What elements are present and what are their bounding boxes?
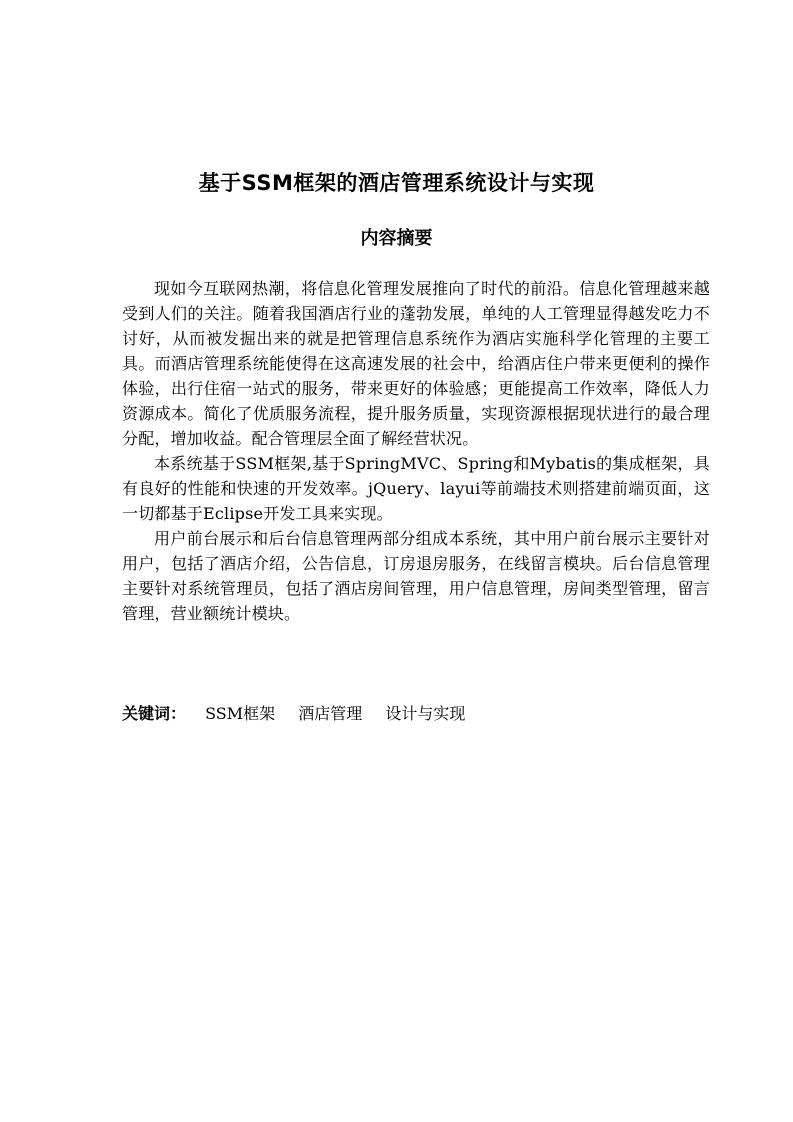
keyword: SSM框架 bbox=[205, 704, 276, 723]
keywords-label: 关键词： bbox=[122, 704, 187, 723]
abstract-paragraph: 本系统基于SSM框架,基于SpringMVC、Spring和Mybatis的集成框架，具有良好的性能和快速的开发效率。jQuery、layui等前端技术则搭建前端页面，这一切都基于Eclipse开发工具来实现。 bbox=[122, 454, 710, 523]
abstract-paragraph: 用户前台展示和后台信息管理两部分组成本系统，其中用户前台展示主要针对用户，包括了酒店介绍，公告信息，订房退房服务，在线留言模块。后台信息管理主要针对系统管理员，包括了酒店房间管理，用户信息管理，房间类型管理，留言管理，营业额统计模块。 bbox=[122, 529, 710, 623]
abstract-heading: 内容摘要 bbox=[360, 228, 433, 249]
keyword: 酒店管理 bbox=[298, 704, 363, 723]
abstract-body bbox=[122, 276, 710, 626]
abstract-paragraph: 现如今互联网热潮，将信息化管理发展推向了时代的前沿。信息化管理越来越受到人们的关注。随着我国酒店行业的蓬勃发展，单纯的人工管理显得越发吃力不讨好，从而被发掘出来的就是把管理信息系统作为酒店实施科学化管理的主要工具。而酒店管理系统能使得在这高速发展的社会中，给酒店住户带来更便利的操作体验，出行住宿一站式的服务，带来更好的体验感；更能提高工作效率，降低人力资源成本。简化了优质服务流程，提升服务质量，实现资源根据现状进行的最合理分配，增加收益。配合管理层全面了解经营状况。 bbox=[122, 279, 710, 448]
keyword: 设计与实现 bbox=[385, 704, 466, 723]
keywords-line bbox=[122, 701, 710, 726]
document-title: 基于SSM框架的酒店管理系统设计与实现 bbox=[198, 171, 595, 195]
